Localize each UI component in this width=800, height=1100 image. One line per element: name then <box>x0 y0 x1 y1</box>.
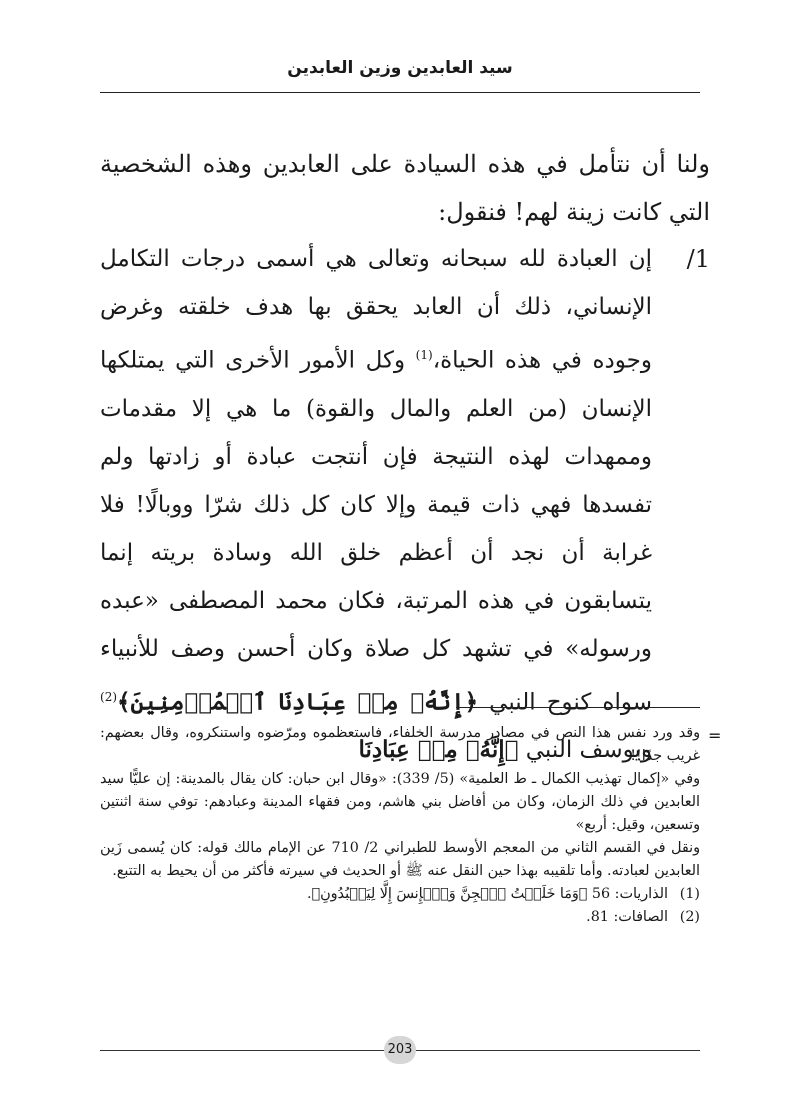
footnote-number: (1) <box>679 886 700 902</box>
continuation-equals-icon: = <box>708 726 722 745</box>
page-number: 203 <box>384 1036 416 1064</box>
page-number-rule-left <box>100 1050 385 1051</box>
running-header: سيد العابدين وزين العابدين <box>287 58 513 78</box>
item-text-part1: إن العبادة لله سبحانه وتعالى هي أسمى درجات التكامل الإنساني، ذلك أن العابد يحقق بها هدف خلقته وغرض وجوده في هذه الحياة، <box>100 246 652 374</box>
numbered-item-1 <box>100 235 710 774</box>
item-text <box>100 235 652 774</box>
footnote-continued-para-1: وقد ورد نفس هذا النص في مصادر مدرسة الخلفاء، فاستعظموه ومرّضوه واستنكروه، وقال بعضهم: غريب جدًا!! <box>100 725 700 764</box>
footnotes <box>100 722 700 929</box>
footnote-number: (2) <box>679 909 700 925</box>
footnote-continued-para-2: وفي «إكمال تهذيب الكمال ـ ط العلمية» (5/ 339): «وقال ابن حبان: كان يقال بالمدينة: إن عليًّا سيد العابدين في ذلك الزمان، وكان من أفاضل بني هاشم، ومن فقهاء المدينة وعبادهم: توفي سنة اثنتين وتسعين، وقيل: أربع» <box>100 771 700 833</box>
footnote-continued-para-3: ونقل في القسم الثاني من المعجم الأوسط للطبراني 2/ 710 عن الإمام مالك قوله: كان يُسمى زَين العابدين لعبادته. وأما تلقيبه بهذا حين النقل عنه ﷺ أو الحديث في سيرته فأكثر من أن يحيط به التتبع. <box>100 840 700 879</box>
item-text-part2: وكل الأمور الأخرى التي يمتلكها الإنسان (من العلم والمال والقوة) ما هي إلا مقدمات وممهدات لهذه النتيجة فإن أنتجت عبادة أو زادتها ولم تفسدها فهي ذات قيمة وإلا كان كل ذلك شرّا ووبالًا! فلا غرابة أن نجد أن أعظم خلق الله وسادة بريته إنما يتسابقون في هذه المرتبة، فكان محمد المصطفى «عبده ورسوله» في تشهد كل صلاة وكان أحسن وصف للأنبياء سواه كنوح النبي <box>100 347 652 716</box>
footnote-2 <box>100 906 700 929</box>
quran-quote-1: ﴿إِنَّهُۥ مِنۡ عِبَادِنَا ٱلۡمُؤۡمِنِينَ﴾ <box>117 688 479 716</box>
page-number-rule-right <box>415 1050 700 1051</box>
footnote-separator <box>456 707 700 708</box>
footnote-ref-2[interactable]: (2) <box>100 689 118 704</box>
item-number: 1/ <box>686 245 710 273</box>
header-rule <box>100 92 700 93</box>
footnote-text: الذاريات: 56 ﴿وَمَا خَلَقۡتُ ٱلۡجِنَّ وَٱلۡإِنسَ إِلَّا لِيَعۡبُدُونِ﴾. <box>307 886 668 902</box>
footnote-text: الصافات: 81. <box>586 909 668 925</box>
footnote-ref-1[interactable]: (1) <box>415 348 433 362</box>
footnote-1 <box>100 883 700 906</box>
intro-paragraph: ولنا أن نتأمل في هذه السيادة على العابدين وهذه الشخصية التي كانت زينة لهم! فنقول: <box>100 150 710 226</box>
item-text-part3: ويوسف النبي <box>518 737 652 764</box>
quran-quote-2: ﴿إِنَّهُۥ مِنۡ عِبَادِنَا <box>358 736 519 764</box>
